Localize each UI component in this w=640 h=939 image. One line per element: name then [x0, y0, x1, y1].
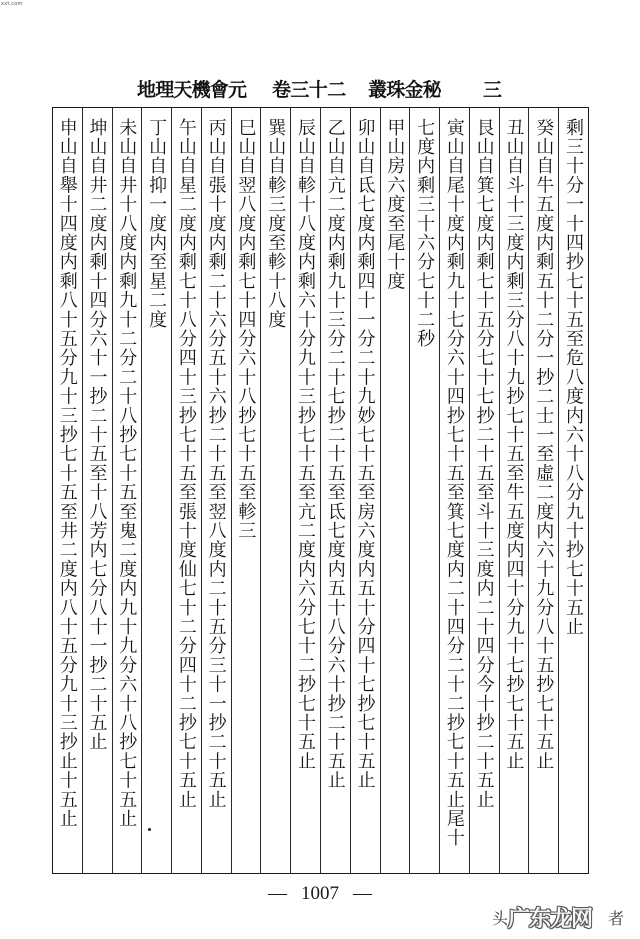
- text-column: 癸山自牛五度内剩五十二分一抄二士一至虛二度内六十九分八十五抄七十五止: [529, 108, 559, 873]
- watermark-overlay-logo: 广东龙网: [508, 907, 593, 932]
- text-column: 丁山自抑一度内至星二度: [142, 108, 172, 873]
- section-title: 叢珠金秘: [368, 79, 441, 101]
- text-column: 申山自舉十四度内剩八十五分九十三抄七十五至井二度内八十五分九十三抄止十五止: [53, 108, 83, 873]
- text-column: 丙山自張十度内剩二十六分五十六抄二十五至翌八度内二十五分三十一抄二十五止: [202, 108, 232, 873]
- dash-left: —: [268, 883, 287, 904]
- volume-label: 卷三十二: [272, 79, 346, 101]
- book-title: 地理天機會元: [137, 79, 247, 101]
- text-column: 巳山自翌八度内剩七十四分六十八抄七十五至軫三: [232, 108, 262, 873]
- text-column: 七度内剩三十六分七十二秒: [410, 108, 440, 873]
- text-column: 艮山自箕七度内剩七十五分七十七抄二十五至斗十三度内二十四分今十抄二十五止: [470, 108, 500, 873]
- text-column: 丑山自斗十三度内剩三分八十九抄七十五至牛五度内四十分九十七抄七十五止: [500, 108, 530, 873]
- text-column: 午山自星二度内剩七十八分四十三抄七十五至張十度仙七十二分四十二抄七十五止: [172, 108, 202, 873]
- text-column: 巽山自軫三度至軫十八度: [261, 108, 291, 873]
- dash-right: —: [353, 883, 372, 904]
- running-header: [0, 78, 640, 102]
- text-column: 寅山自尾十度内剩九十七分六十四抄七十五至箕七度内二十四分二十二抄七十五止尾十: [440, 108, 470, 873]
- text-column: 剩三十分一十四抄七十五至危八度内六十八分九十抄七十五止: [563, 118, 584, 637]
- site-watermark-top: xxt.com: [1, 1, 23, 7]
- text-column: 乙山自亢二度内剩九十三分二十七抄二十五至氐七度内五十八分六十抄二十五止: [321, 108, 351, 873]
- source-watermark: [490, 902, 630, 930]
- text-column: 未山自井十八度内剩九十二分二十八抄七十五至鬼二度内九十九分六十八抄七十五止: [113, 108, 143, 873]
- text-column: 坤山自井二度内剩十四分六十一抄二十五至十八芳内七分八十一抄二十五止: [83, 108, 113, 873]
- watermark-suffix: 者: [608, 909, 625, 928]
- watermark-prefix: 头: [492, 909, 509, 928]
- text-column: 卯山自氐七度内剩四十一分二十九妙七十五至房六度内五十分四十七抄七十五止: [351, 108, 381, 873]
- text-column: 甲山房六度至尾十度: [381, 108, 411, 873]
- vertical-text-table: [52, 107, 589, 874]
- text-column: 辰山自軫十八度内剩六十分九十三抄七十五至亢二度内六分七十二抄七十五止: [291, 108, 321, 873]
- page-number: 1007: [301, 883, 339, 904]
- section-page-marker: 三: [483, 79, 503, 101]
- scan-speck: [148, 828, 151, 831]
